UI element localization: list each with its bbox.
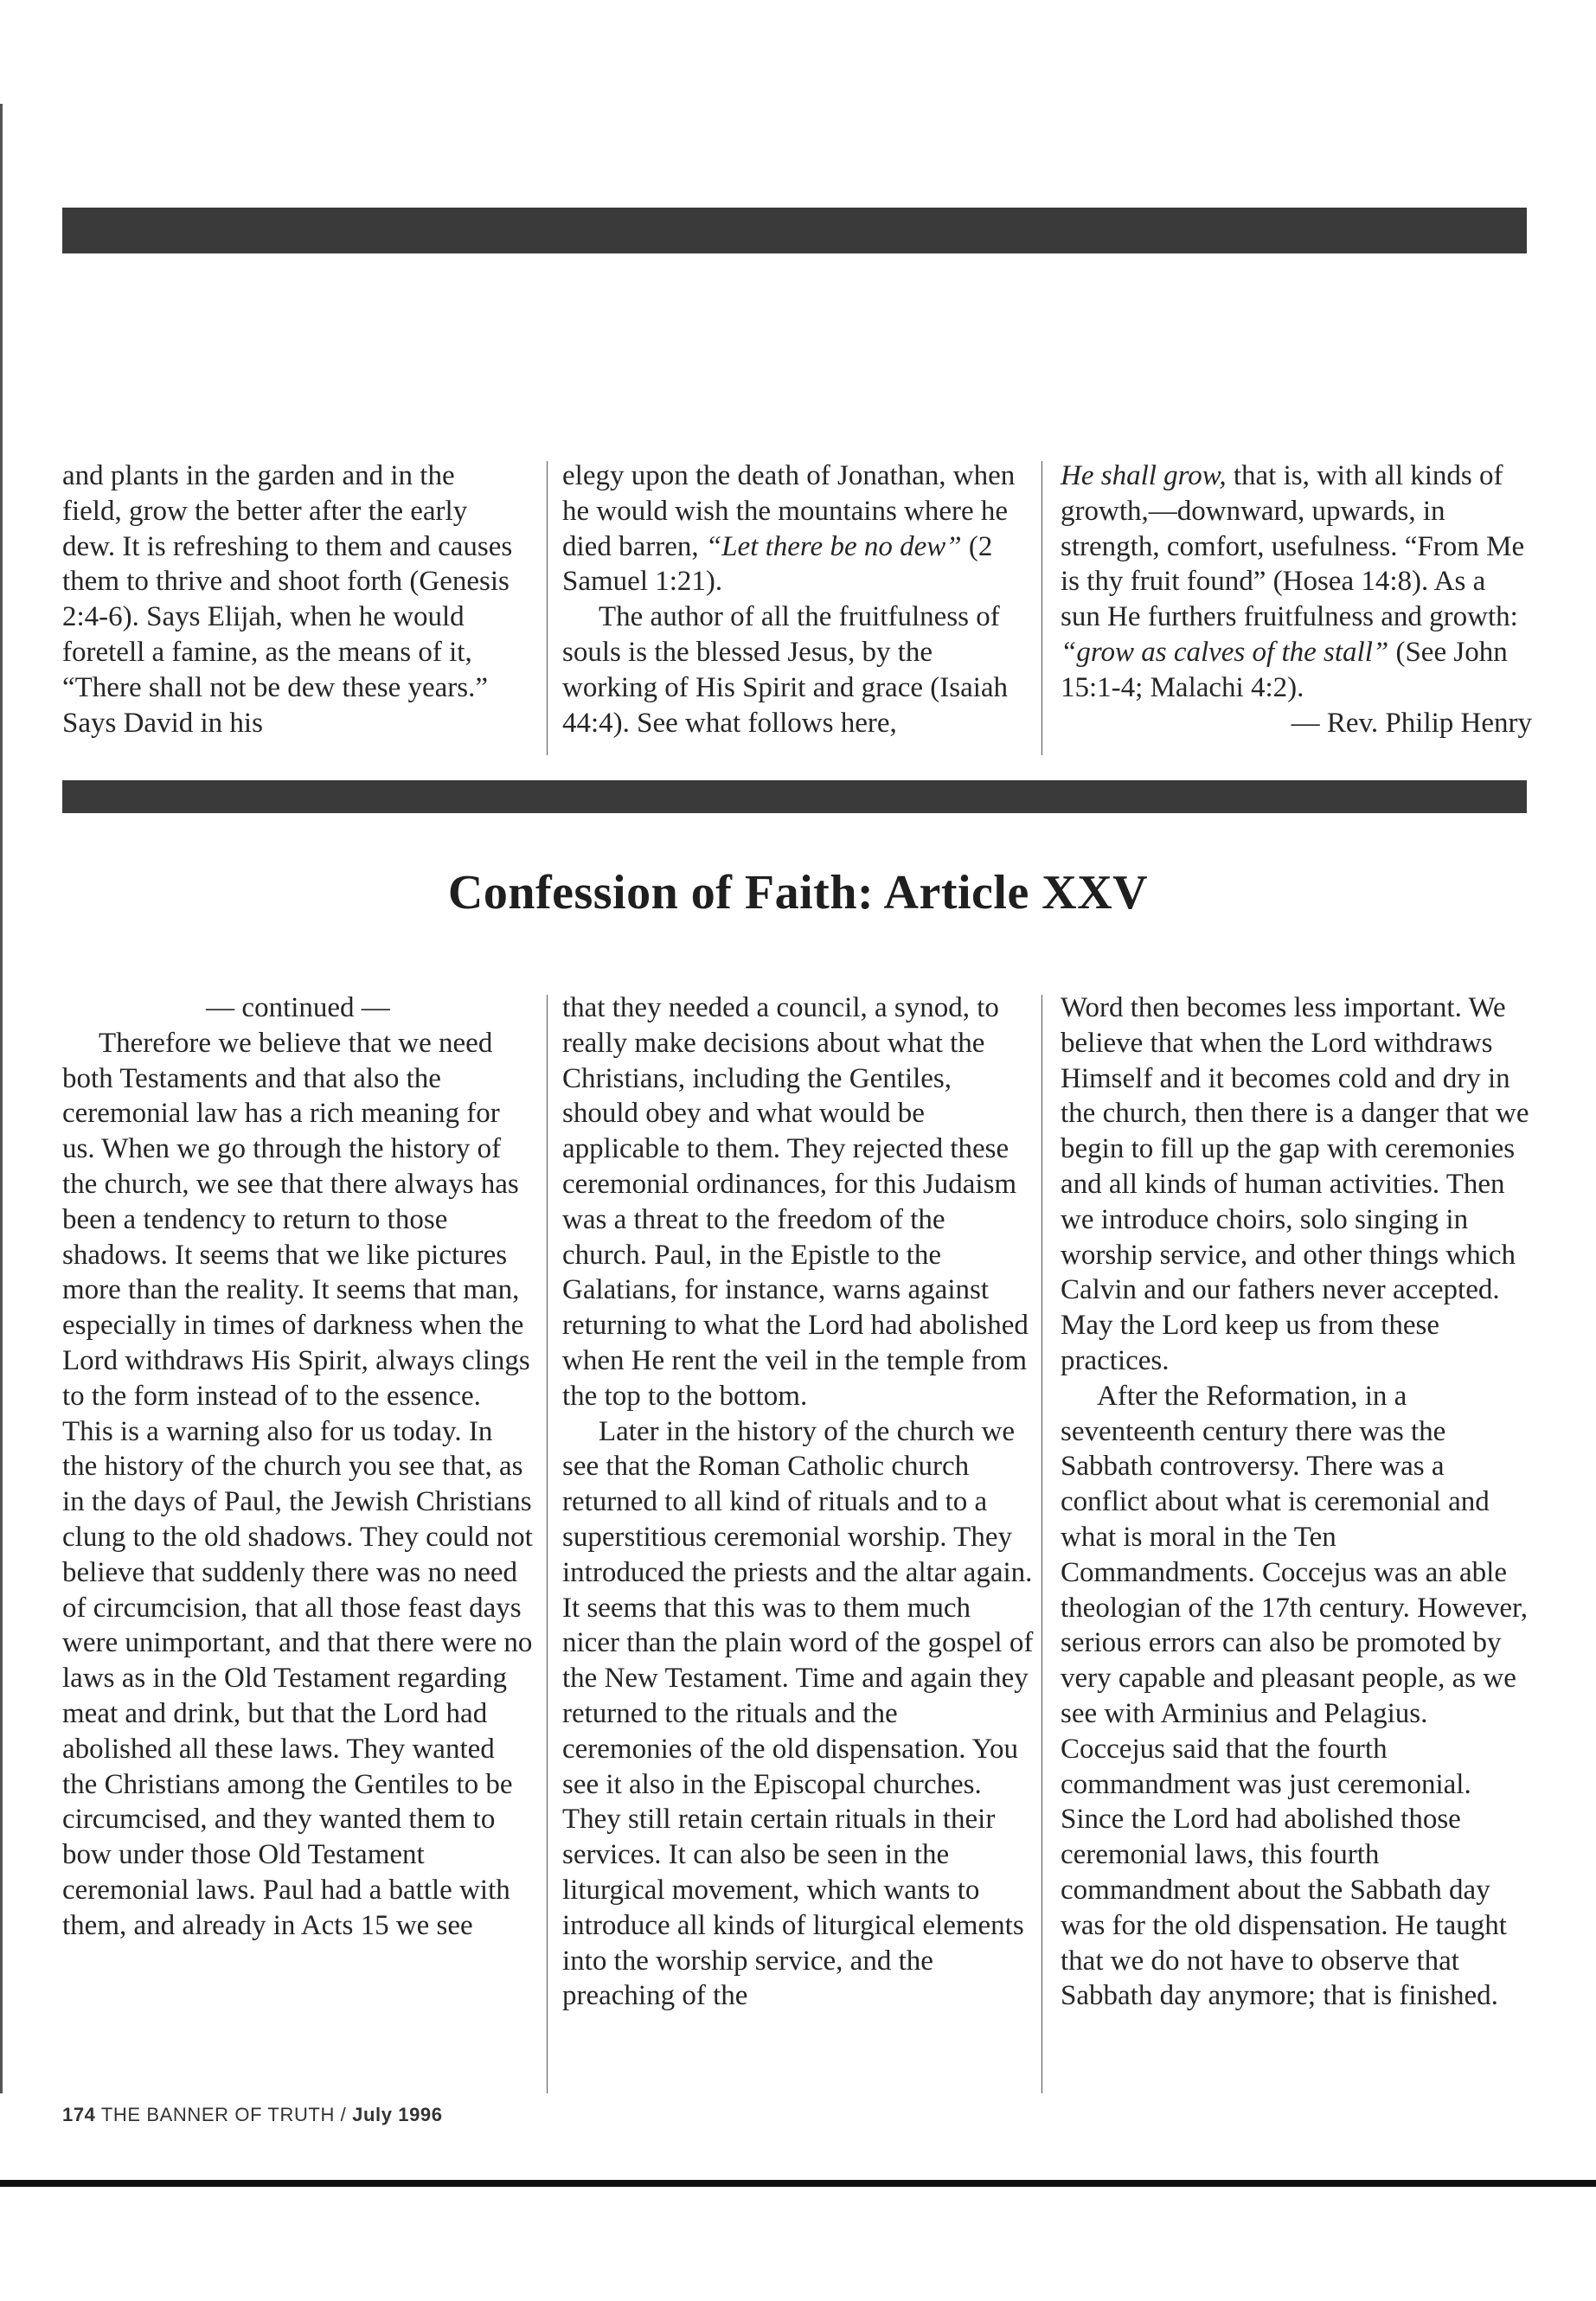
text-run: (See John 15:1-4; Malachi 4:2).	[1061, 636, 1508, 703]
issue-date: July 1996	[352, 2104, 443, 2125]
article-paragraph: After the Reformation, in a seventeenth century there was the Sabbath controversy. There was a conflict about what is ceremonial and what is moral in the Ten Commandments. Coccejus was an able theologian of the 17th century. However, serious errors can also be promoted by very capable and pleasant people, as we see with Arminius and Pelagius. Coccejus said that the fourth commandment was just ceremonial. Since the Lord had abolished those ceremonial laws, this fourth commandment about the Sabbath day was for the old dispensation. He taught that we do not have to observe that Sabbath day anymore; that is finished.	[1061, 1380, 1528, 2012]
excerpt-column-3	[1061, 458, 1532, 740]
left-margin-rule	[0, 104, 3, 2093]
article-column-1	[62, 990, 534, 1944]
excerpt-column-1	[62, 458, 516, 740]
excerpt-paragraph: The author of all the fruitfulness of souls is the blessed Jesus, by the working of His Spirit and grace (Isaiah 44:4). See what follows here,	[562, 601, 1009, 739]
excerpt-column-2	[562, 458, 1025, 740]
excerpt-paragraph	[1061, 458, 1532, 706]
text-run: (2 Samuel 1:21).	[562, 530, 993, 598]
article-title: Confession of Faith: Article XXV	[447, 866, 1149, 920]
article-column-3	[1061, 990, 1532, 2014]
text-run: that is, with all kinds of growth,—downward, upwards, in strength, comfort, usefulness. “From Me is thy fruit found” (Hosea 14:8). As a sun He furthers fruitfulness and growth:	[1061, 460, 1525, 633]
column-divider	[547, 995, 548, 2093]
continued-label: — continued —	[206, 992, 390, 1023]
article-paragraph: that they needed a council, a synod, to really make decisions about what the Christians, including the Gentiles, should obey and what would be applicable to them. They rejected these ceremonial ordinances, for this Judaism was a threat to the freedom of the church. Paul, in the Epistle to the Galatians, for instance, warns against returning to what the Lord had abolished when He rent the veil in the temple from the top to the bottom.	[562, 992, 1029, 1412]
article-paragraph: Word then becomes less important. We believe that when the Lord withdraws Himself and it becomes cold and dry in the church, then there is a danger that we begin to fill up the gap with ceremonies and all kinds of human activities. Then we introduce choirs, solo singing in worship service, and other things which Calvin and our fathers never accepted. May the Lord keep us from these practices.	[1061, 992, 1529, 1376]
section-band	[62, 780, 1527, 813]
text-run: elegy upon the death of Jonathan, when he would wish the mountains where he died barren,	[562, 460, 1016, 562]
article-paragraph: Therefore we believe that we need both Testaments and that also the ceremonial law has a rich meaning for us. When we go through the history of the church, we see that there always has been a tendency to return to those shadows. It seems that we like pictures more than the reality. It seems that man, especially in times of darkness when the Lord withdraws His Spirit, always clings to the form instead of to the essence. This is a warning also for us today. In the history of the church you see that, as in the days of Paul, the Jewish Christians clung to the old shadows. They could not believe that suddenly there was no need of circumcision, that all those feast days were unimportant, and that there were no laws as in the Old Testament regarding meat and drink, but that the Lord had abolished all these laws. They wanted the Christians among the Gentiles to be circumcised, and they wanted them to bow under those Old Testament ceremonial laws. Paul had a battle with them, and already in Acts 15 we see	[62, 1027, 533, 1941]
article-paragraph: Later in the history of the church we see that the Roman Catholic church returned to all kind of rituals and to a superstitious ceremonial worship. They introduced the priests and the altar again. It seems that this was to them much nicer than the plain word of the gospel of the New Testament. Time and again they returned to the rituals and the ceremonies of the old dispensation. You see it also in the Episcopal churches. They still retain certain rituals in their services. It can also be seen in the liturgical movement, which wants to introduce all kinds of liturgical elements into the worship service, and the preaching of the	[562, 1415, 1034, 2012]
quote-italic: “Let there be no dew”	[705, 530, 962, 562]
quote-italic: “grow as calves of the stall”	[1061, 636, 1389, 668]
publication-name: THE BANNER OF TRUTH /	[100, 2104, 347, 2125]
excerpt-paragraph: and plants in the garden and in the field, grow the better after the early dew. It is refreshing to them and causes them to thrive and shoot forth (Genesis 2:4-6). Says Elijah, when he would foretell a famine, as the means of it, “There shall not be dew these years.” Says David in his	[62, 460, 513, 739]
bottom-rule	[0, 2180, 1596, 2187]
excerpt-paragraph	[562, 458, 1025, 599]
article-column-2	[562, 990, 1034, 2014]
column-divider	[547, 461, 548, 755]
header-band	[62, 208, 1527, 253]
author-attribution: — Rev. Philip Henry	[1291, 707, 1532, 739]
page-footer	[62, 2104, 443, 2126]
quote-italic: He shall grow,	[1061, 460, 1227, 491]
page-number: 174	[62, 2104, 96, 2125]
